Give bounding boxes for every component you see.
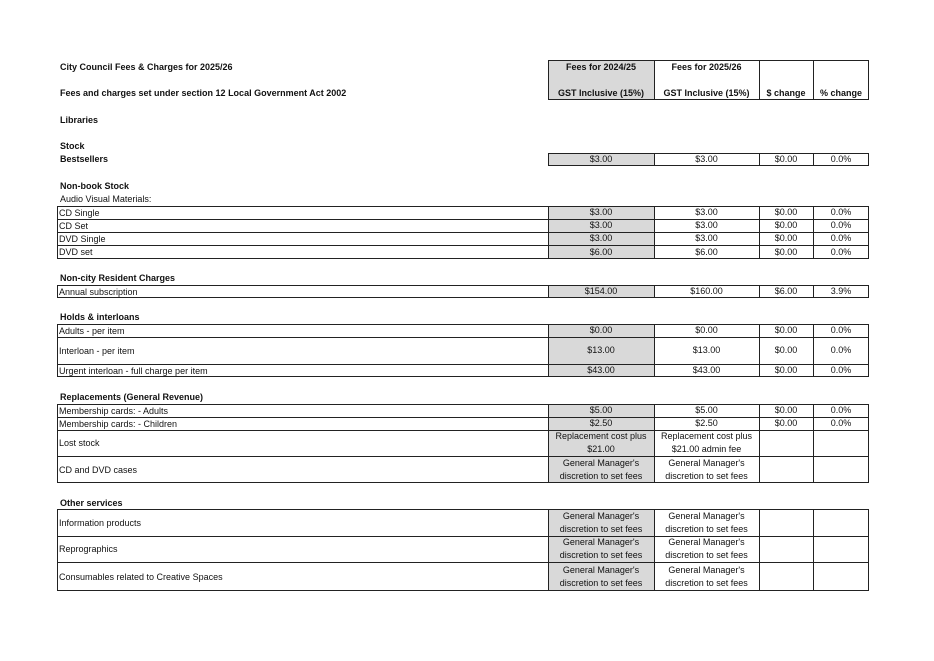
other-heading: Other services xyxy=(60,498,123,508)
annual-subscription-pct: 3.9% xyxy=(830,286,852,296)
lost-stock-new-line1: Replacement cost plus xyxy=(660,431,753,441)
information-products-prev-line1: General Manager's xyxy=(562,510,640,521)
row-label-creative-spaces: Consumables related to Creative Spaces xyxy=(59,571,223,582)
bestsellers-change: $0.00 xyxy=(774,154,798,164)
creative-spaces-prev-line1: General Manager's xyxy=(562,564,640,575)
cd-dvd-cases-new-line1: General Manager's xyxy=(668,457,745,468)
page-title: City Council Fees & Charges for 2025/26 xyxy=(60,62,233,72)
membership-adults-new: $5.00 xyxy=(695,405,718,415)
col-header-new-gst: GST Inclusive (15%) xyxy=(663,88,750,98)
creative-spaces-prev xyxy=(548,562,654,591)
lost-stock-prev xyxy=(548,430,654,456)
membership-adults-change: $0.00 xyxy=(774,405,798,415)
dvd-single-prev: $3.00 xyxy=(589,233,613,243)
urgent-interloan-new: $43.00 xyxy=(692,365,721,375)
cd-set-new: $3.00 xyxy=(695,220,718,230)
dvd-set-pct: 0.0% xyxy=(830,246,852,257)
row-label-interloan: Interloan - per item xyxy=(59,345,135,356)
section-title: Libraries xyxy=(60,115,99,125)
reprographics-new xyxy=(654,536,759,562)
dvd-set-prev: $6.00 xyxy=(589,246,613,257)
reprographics-new-line1: General Manager's xyxy=(668,537,745,547)
interloan-change: $0.00 xyxy=(774,345,798,355)
cd-single-pct: 0.0% xyxy=(830,207,852,217)
interloan-pct: 0.0% xyxy=(830,345,852,355)
cd-dvd-cases-new xyxy=(654,456,759,483)
nonbook-heading: Non-book Stock xyxy=(60,181,129,191)
cd-single-change: $0.00 xyxy=(774,207,798,217)
bestsellers-new: $3.00 xyxy=(695,154,718,164)
row-label-bestsellers: Bestsellers xyxy=(60,154,109,164)
col-header-prev-year: Fees for 2024/25 xyxy=(565,62,637,72)
row-label-cd-single: CD Single xyxy=(59,207,100,218)
reprographics-prev xyxy=(548,536,654,562)
adults-per-item-change: $0.00 xyxy=(774,325,798,335)
dvd-single-new: $3.00 xyxy=(695,233,718,243)
information-products-new-line1: General Manager's xyxy=(668,510,745,521)
information-products-new xyxy=(654,509,759,536)
adults-per-item-new: $0.00 xyxy=(695,325,718,335)
row-label-lost-stock: Lost stock xyxy=(59,438,100,448)
cd-single-prev: $3.00 xyxy=(589,207,613,217)
cd-dvd-cases-new-line2: discretion to set fees xyxy=(665,470,748,481)
cd-set-change: $0.00 xyxy=(774,220,798,230)
row-label-cd-set: CD Set xyxy=(59,220,89,231)
row-label-adults-per-item: Adults - per item xyxy=(59,325,125,336)
information-products-prev xyxy=(548,509,654,536)
row-label-dvd-single: DVD Single xyxy=(59,233,106,244)
row-label-urgent-interloan: Urgent interloan - full charge per item xyxy=(59,365,208,376)
holds-heading: Holds & interloans xyxy=(60,312,140,322)
col-header-prev-gst: GST Inclusive (15%) xyxy=(557,88,645,98)
cd-dvd-cases-prev-line2: discretion to set fees xyxy=(559,470,643,481)
membership-adults-pct: 0.0% xyxy=(830,405,852,415)
adults-per-item-pct: 0.0% xyxy=(830,325,852,335)
cd-set-pct: 0.0% xyxy=(830,220,852,230)
row-label-reprographics: Reprographics xyxy=(59,544,118,554)
stock-heading: Stock xyxy=(60,141,85,151)
lost-stock-new xyxy=(654,430,759,456)
annual-subscription-change: $6.00 xyxy=(774,286,798,296)
col-header-new-year: Fees for 2025/26 xyxy=(671,62,742,72)
membership-adults-prev: $5.00 xyxy=(589,405,613,415)
dvd-set-new: $6.00 xyxy=(695,246,718,257)
dvd-single-change: $0.00 xyxy=(774,233,798,243)
creative-spaces-new xyxy=(654,562,759,591)
reprographics-prev-line1: General Manager's xyxy=(562,537,640,547)
row-label-membership-adults: Membership cards: - Adults xyxy=(59,405,169,416)
cd-set-prev: $3.00 xyxy=(589,220,613,230)
cd-single-new: $3.00 xyxy=(695,207,718,217)
annual-subscription-prev: $154.00 xyxy=(584,286,618,296)
interloan-prev: $13.00 xyxy=(587,345,615,355)
cd-dvd-cases-prev xyxy=(548,456,654,483)
row-label-cd-dvd-cases: CD and DVD cases xyxy=(59,464,138,475)
adults-per-item-prev: $0.00 xyxy=(589,325,613,335)
creative-spaces-new-line2: discretion to set fees xyxy=(665,577,748,588)
nonbook-subheading: Audio Visual Materials: xyxy=(60,194,152,204)
urgent-interloan-pct: 0.0% xyxy=(830,365,852,375)
row-label-annual-subscription: Annual subscription xyxy=(59,286,138,297)
lost-stock-prev-line2: $21.00 xyxy=(587,444,615,454)
reprographics-new-line2: discretion to set fees xyxy=(665,550,748,560)
noncity-heading: Non-city Resident Charges xyxy=(60,273,176,283)
annual-subscription-new: $160.00 xyxy=(690,286,723,296)
creative-spaces-prev-line2: discretion to set fees xyxy=(559,577,643,588)
dvd-set-change: $0.00 xyxy=(774,246,798,257)
cd-dvd-cases-prev-line1: General Manager's xyxy=(562,457,640,468)
urgent-interloan-change: $0.00 xyxy=(774,365,798,375)
interloan-new: $13.00 xyxy=(692,345,721,355)
dvd-single-pct: 0.0% xyxy=(830,233,852,243)
membership-children-prev: $2.50 xyxy=(589,418,613,428)
row-label-dvd-set: DVD set xyxy=(59,247,93,257)
row-label-information-products: Information products xyxy=(59,517,142,528)
information-products-new-line2: discretion to set fees xyxy=(665,523,748,534)
information-products-prev-line2: discretion to set fees xyxy=(559,523,643,534)
lost-stock-prev-line1: Replacement cost plus xyxy=(555,431,647,441)
page-subtitle: Fees and charges set under section 12 Local Government Act 2002 xyxy=(60,88,347,98)
col-header-pct-change: % change xyxy=(819,88,862,98)
col-header-dollar-change: $ change xyxy=(766,88,806,98)
urgent-interloan-prev: $43.00 xyxy=(587,365,615,375)
reprographics-prev-line2: discretion to set fees xyxy=(559,550,643,560)
bestsellers-pct: 0.0% xyxy=(830,154,852,164)
replacements-heading: Replacements (General Revenue) xyxy=(60,392,204,402)
membership-children-change: $0.00 xyxy=(774,418,798,428)
bestsellers-prev: $3.00 xyxy=(589,154,613,164)
membership-children-pct: 0.0% xyxy=(830,418,852,428)
row-label-membership-children: Membership cards: - Children xyxy=(59,418,178,429)
membership-children-new: $2.50 xyxy=(695,418,718,428)
lost-stock-new-line2: $21.00 admin fee xyxy=(671,444,742,454)
creative-spaces-new-line1: General Manager's xyxy=(668,564,745,575)
